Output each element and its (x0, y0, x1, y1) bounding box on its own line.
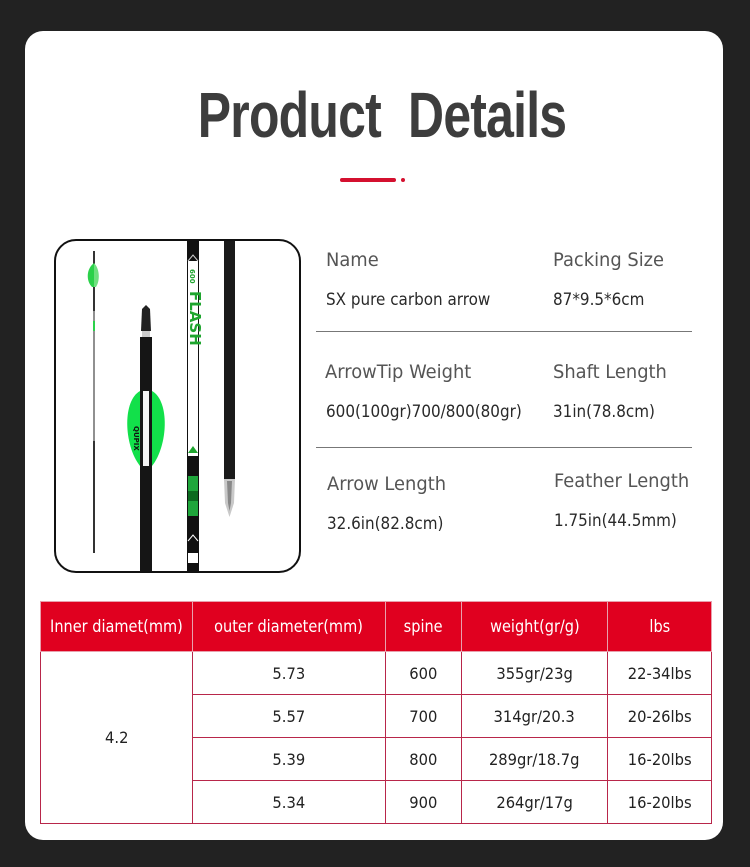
cell-outer: 5.34 (193, 781, 386, 824)
cell-lbs: 20-26lbs (608, 695, 712, 738)
arrow-point-icon (224, 241, 235, 517)
spec-value-feather-length: 1.75in(44.5mm) (554, 511, 677, 530)
cell-outer: 5.73 (193, 652, 386, 695)
cell-weight: 314gr/20.3 (462, 695, 608, 738)
table-row (41, 652, 712, 695)
title-word-details: Details (408, 79, 567, 151)
cell-outer: 5.57 (193, 695, 386, 738)
header-inner-diameter: Inner diamet(mm) (41, 602, 193, 652)
cell-weight: 355gr/23g (462, 652, 608, 695)
spec-value-shaft-length: 31in(78.8cm) (553, 402, 655, 421)
header-outer-diameter: outer diameter(mm) (193, 602, 386, 652)
spec-divider (316, 447, 692, 448)
product-image (54, 239, 301, 573)
spec-label-feather-length: Feather Length (554, 470, 690, 492)
title-word-product: Product (197, 79, 381, 151)
spec-label-shaft-length: Shaft Length (553, 361, 667, 383)
spec-value-packing-size: 87*9.5*6cm (553, 290, 645, 309)
svg-text:600: 600 (188, 269, 196, 284)
spec-label-arrowtip-weight: ArrowTip Weight (325, 361, 472, 383)
cell-spine: 800 (386, 738, 462, 781)
title-underline-dot (401, 178, 405, 182)
cell-weight: 289gr/18.7g (462, 738, 608, 781)
cell-spine: 700 (386, 695, 462, 738)
cell-weight: 264gr/17g (462, 781, 608, 824)
header-lbs: lbs (608, 602, 712, 652)
spec-label-packing-size: Packing Size (553, 249, 665, 271)
cell-spine: 900 (386, 781, 462, 824)
spec-value-name: SX pure carbon arrow (326, 290, 491, 309)
cell-outer: 5.39 (193, 738, 386, 781)
spec-value-arrow-length: 32.6in(82.8cm) (327, 514, 444, 533)
svg-text:FLASH: FLASH (186, 291, 204, 346)
header-spine: spine (386, 602, 462, 652)
spec-table (40, 601, 712, 824)
spec-label-arrow-length: Arrow Length (327, 473, 447, 495)
table-header-row (41, 602, 712, 652)
header-weight: weight(gr/g) (462, 602, 608, 652)
cell-lbs: 16-20lbs (608, 781, 712, 824)
spec-divider (316, 331, 692, 332)
svg-text:QUPIX: QUPIX (132, 426, 140, 451)
printed-shaft-icon (186, 241, 204, 571)
cell-spine: 600 (386, 652, 462, 695)
nock-and-vane-icon (127, 305, 165, 571)
arrows-illustration (56, 241, 299, 571)
cell-inner-diameter: 4.2 (41, 652, 193, 824)
spec-label-name: Name (326, 249, 379, 271)
title-underline (340, 178, 396, 182)
full-arrow-icon (88, 251, 99, 553)
spec-value-arrowtip-weight: 600(100gr)700/800(80gr) (326, 402, 522, 421)
cell-lbs: 16-20lbs (608, 738, 712, 781)
cell-lbs: 22-34lbs (608, 652, 712, 695)
